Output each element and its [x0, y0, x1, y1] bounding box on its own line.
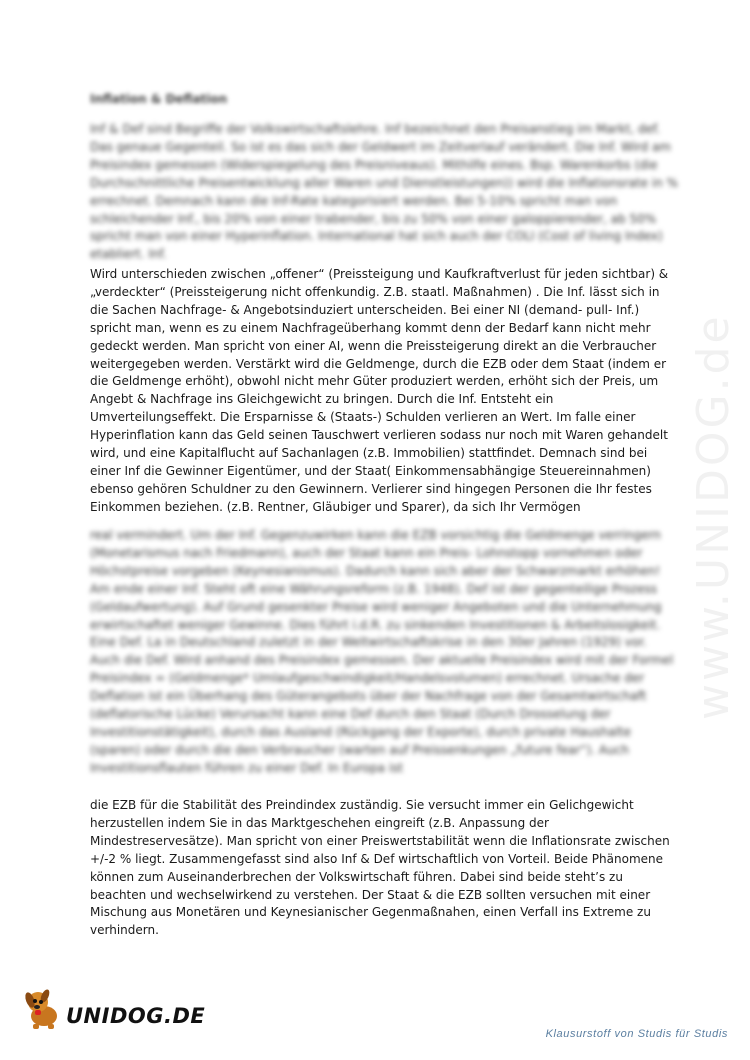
visible-paragraph-2: die EZB für die Stabilität des Preindindex zuständig. Sie versucht immer ein Gelichgewicht herzustellen indem Sie in das Marktgeschehen eingreift (z.B. Anpassung der Mindestreservesätze). Man spricht von einer Preiswertstabilität wenn die Inflationsrate zwischen +/-2 % liegt. Zusammengefasst sind also Inf & Def wirtschaftlich von Vorteil. Beide Phänomene können zum Auseinanderbrechen der Volkswirtschaft führen. Dabei sind beide steht’s zu beachten und wechselwirkend zu verstehen. Der Staat & die EZB sollten versuchen mit einer Mischung aus Monetären und Keynesianischer Gegenmaßnahen, einen Verfall ins Extreme zu verhindern.	[90, 798, 670, 938]
document-title: Inflation & Deflation	[90, 92, 228, 106]
watermark: www.UNIDOG.de	[688, 313, 739, 720]
dog-mascot-icon	[22, 986, 64, 1034]
visible-paragraph-1: Wird unterschieden zwischen „offener“ (Preissteigung und Kaufkraftverlust für jeden sichtbar) & „verdeckter“ (Preissteigerung nicht offenkundig. Z.B. staatl. Maßnahmen) . Die Inf. lässt sich in die Sachen Nachfrage- & Angebotsinduziert unterscheiden. Bei einer NI (demand- pull- Inf.) spricht man, wenn es zu einem Nachfrageüberhang kommt denn der Bedarf kann nicht mehr gedeckt werden. Man spricht von einer AI, wenn die Preissteigerung direkt an die Verbraucher weitergegeben werden. Verstärkt wird die Geldmenge, durch die EZB oder dem Staat (indem er die Geldmenge erhöht), obwohl nicht mehr Güter produziert werden, erhöht sich der Preis, um Angebt & Nachfrage ins Gleichgewicht zu bringen. Durch die Inf. Entsteht ein Umverteilungseffekt. Die Ersparnisse & (Staats-) Schulden verlieren an Wert. Im falle einer Hyperinflation kann das Geld seinen Tauschwert verlieren sodass nur noch mit Waren gehandelt wird, und eine Kapitalflucht auf Sachanlagen (z.B. Immobilien) stattfindet. Demnach sind bei einer Inf die Gewinner Eigentümer, und der Staat( Einkommensabhängige Steuereinnahmen) ebenso gehören Schuldner zu den Gewinnern. Verlierer sind hingegen Personen die Ihr festes Einkommen beziehen. (z.B. Rentner, Gläubiger und Sparer), da sich Ihr Vermögen	[90, 267, 669, 514]
footer-slogan: Klausurstoff von Studis für Studis	[545, 1028, 728, 1040]
logo-text: UNIDOG.DE	[66, 1004, 206, 1028]
unidog-logo[interactable]	[22, 990, 205, 1034]
blurred-middle-paragraph: real vermindert. Um der Inf. Gegenzuwirken kann die EZB vorsichtig die Geldmenge verringern (Monetarismus nach Friedmann), auch der Staat kann ein Preis- Lohnstopp vornehmen oder Höchstpreise vorgeben (Keynesianismus). Dadurch kann sich aber der Schwarzmarkt erhöhen! Am ende einer Inf. Steht oft eine Währungsreform (z.B. 1948). Def ist der gegenteilige Prozess (Geldaufwertung). Auf Grund gesenkter Preise wird weniger Angeboten und die Unternehmung erwirtschaftet weniger Gewinne. Dies führt i.d.R. zu sinkenden Investitionen & Arbeitslosigkeit. Eine Def. La in Deutschland zuletzt in der Weltwirtschaftskrise in den 30er Jahren (1929) vor. Auch die Def. Wird anhand des Preisindex gemessen. Der aktuelle Preisindex wird mit der Formel Preisindex = (Geldmenge* Umlaufgeschwindigkeit/Handelsvolumen) errechnet. Ursache der Deflation ist ein Überhang des Güterangebots über der Nachfrage von der Gesamtwirtschaft (deflatorische Lücke) Verursacht kann eine Def durch den Staat (Durch Drosselung der Investitionstätigkeit), durch das Ausland (Rückgang der Exporte), durch private Haushalte (sparen) oder durch die den Verbraucher (warten auf Preissenkungen „future fear“). Auch Investitionsflauten führen zu einer Def. In Europa ist	[90, 528, 674, 775]
blurred-intro-paragraph: Inf & Def sind Begriffe der Volkswirtschaftslehre. Inf bezeichnet den Preisanstieg im Markt, def. Das genaue Gegenteil. So ist es das sich der Geldwert im Zeitverlauf verändert. Die Inf. Wird am Preisindex gemessen (Widerspiegelung des Preisniveaus). Mithilfe eines. Bsp. Warenkorbs (die Durchschnittliche Preisentwicklung aller Waren und Dienstleistungen)) wird die Inflationsrate in % errechnet. Demnach kann die Inf-Rate kategorisiert werden. Bei 5-10% spricht man von schleichender Inf., bis 20% von einer trabender, bis zu 50% von einer galoppierender, ab 50% spricht man von einer Hyperinflation. International hat sich auch der COLI (Cost of living Index) etabliert. Inf.	[90, 122, 678, 262]
